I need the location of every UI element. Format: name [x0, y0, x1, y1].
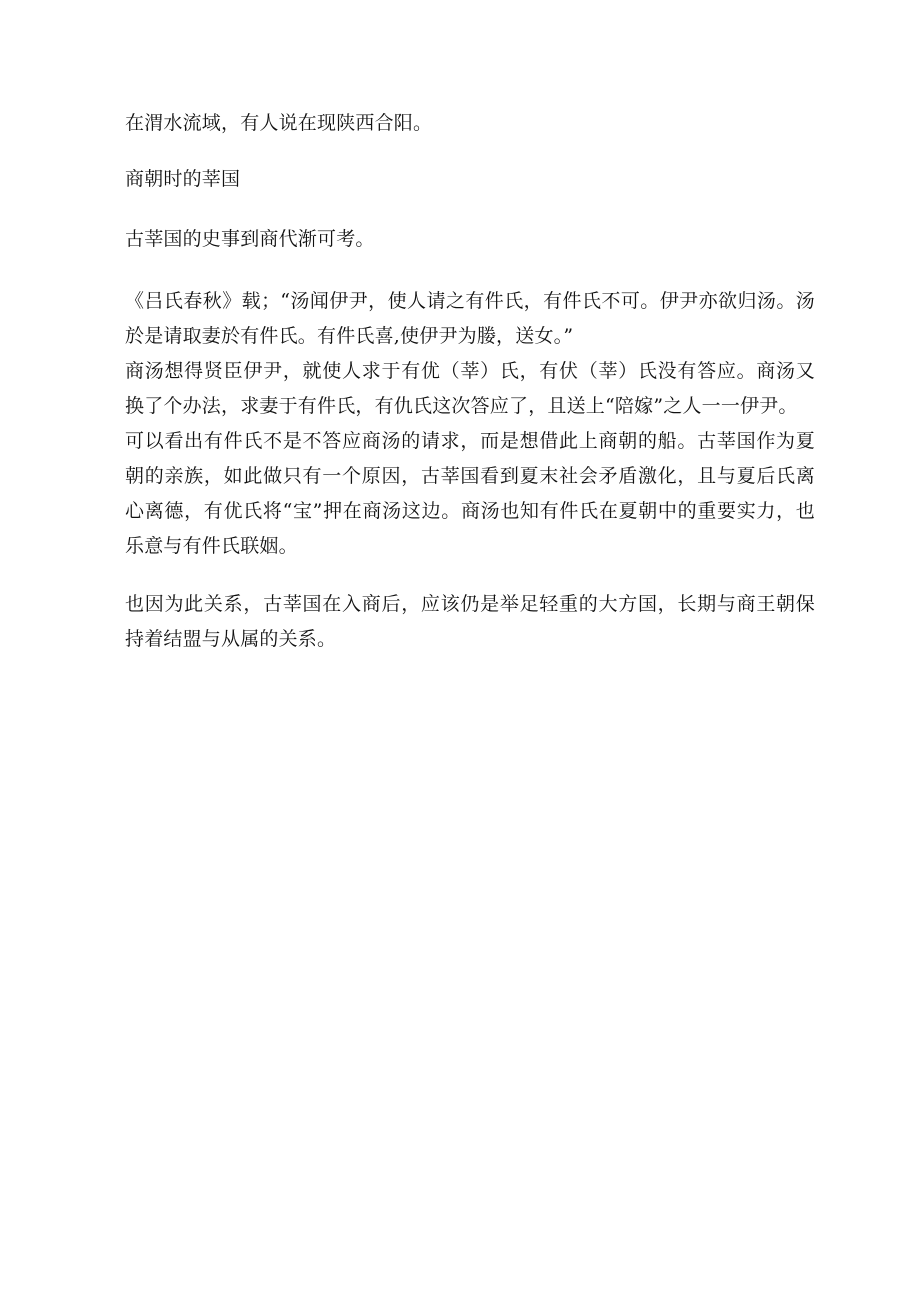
paragraph-conclusion: 也因为此关系，古莘国在入商后，应该仍是举足轻重的大方国，长期与商王朝保持着结盟与从属的关系。: [125, 593, 815, 650]
section-heading: 商朝时的莘国: [125, 168, 241, 190]
paragraph-spacer: [125, 256, 815, 284]
paragraph-spacer: [125, 564, 815, 587]
paragraph-spacer: [125, 196, 815, 223]
paragraph-explanation: 商汤想得贤臣伊尹，就使人求于有优（莘）氏，有伏（莘）氏没有答应。商汤又换了个办法，求妻于有件氏，有仇氏这次答应了，且送上“陪嫁”之人一一伊尹。: [125, 360, 815, 417]
paragraph-quote: 《吕氏春秋》载；“汤闻伊尹，使人请之有件氏，有件氏不可。伊尹亦欲归汤。汤於是请取妻於有件氏。有件氏喜,使伊尹为媵，送女。”: [125, 290, 815, 347]
paragraph-analysis: 可以看出有件氏不是不答应商汤的请求，而是想借此上商朝的船。古莘国作为夏朝的亲族，如此做只有一个原因，古莘国看到夏末社会矛盾激化，且与夏后氏离心离德，有优氏将“宝”押在商汤这边。商汤也知有件氏在夏朝中的重要实力，也乐意与有件氏联姻。: [125, 430, 815, 557]
paragraph-location: 在渭水流域，有人说在现陕西合阳。: [125, 112, 433, 134]
document-body: [125, 107, 815, 657]
paragraph-spacer: [125, 140, 815, 163]
paragraph-intro: 古莘国的史事到商代渐可考。: [125, 228, 375, 250]
